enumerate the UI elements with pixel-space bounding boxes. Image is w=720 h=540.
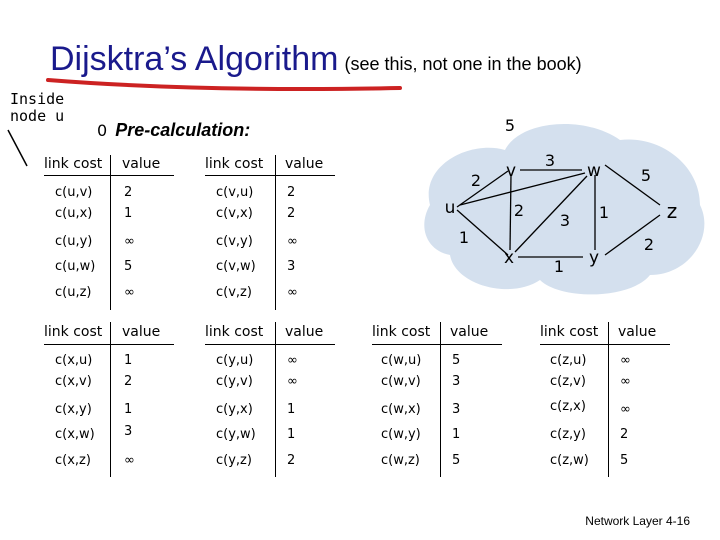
table-cell: 2 (124, 374, 133, 389)
table-cell: 5 (452, 353, 461, 368)
table-cell: c(w,z) (381, 453, 420, 468)
table-cell: c(y,w) (216, 427, 256, 442)
table-cell: 1 (287, 402, 296, 417)
table-cell: ∞ (287, 285, 298, 300)
header-value: value (122, 156, 161, 172)
column-divider (608, 322, 609, 477)
table-cell: 3 (287, 259, 296, 274)
slide-footer: Network Layer 4-16 (585, 514, 690, 528)
table-cell: 2 (287, 185, 296, 200)
edge-label-v-w: 3 (544, 151, 556, 170)
header-link-cost: link cost (44, 156, 103, 172)
table-cell: c(w,y) (381, 427, 421, 442)
header-link-cost: link cost (205, 156, 264, 172)
header-rule (205, 344, 335, 345)
table-cell: 2 (287, 453, 296, 468)
header-value: value (285, 156, 324, 172)
node-y: y (588, 248, 600, 268)
header-rule (44, 344, 174, 345)
node-x: x (503, 248, 515, 268)
header-value: value (450, 324, 489, 340)
table-cell: 2 (124, 185, 133, 200)
column-divider (440, 322, 441, 477)
table-cell: 5 (452, 453, 461, 468)
table-cell: 2 (287, 206, 296, 221)
table-cell: c(v,x) (216, 206, 253, 221)
header-link-cost: link cost (205, 324, 264, 340)
table-cell: 1 (124, 402, 133, 417)
table-cell: c(y,x) (216, 402, 253, 417)
table-cell: c(x,v) (55, 374, 92, 389)
table-cell: 5 (620, 453, 629, 468)
table-cell: ∞ (620, 402, 631, 417)
edge-label-u-w: 5 (504, 116, 516, 135)
edge-label-y-z: 2 (643, 235, 655, 254)
header-link-cost: link cost (540, 324, 599, 340)
table-cell: c(v,u) (216, 185, 254, 200)
edge-label-u-v: 2 (470, 171, 482, 190)
header-value: value (618, 324, 657, 340)
table-cell: c(y,v) (216, 374, 253, 389)
table-cell: ∞ (287, 374, 298, 389)
table-cell: ∞ (620, 374, 631, 389)
table-cell: c(v,y) (216, 234, 253, 249)
table-cell: 1 (124, 206, 133, 221)
edge-label-x-y: 1 (553, 257, 565, 276)
node-u: u (444, 198, 456, 218)
table-cell: c(w,v) (381, 374, 421, 389)
table-cell: c(z,y) (550, 427, 586, 442)
column-divider (275, 322, 276, 477)
table-cell: ∞ (124, 234, 135, 249)
table-cell: c(x,u) (55, 353, 93, 368)
header-rule (44, 175, 174, 176)
inside-label-line1: Inside (10, 90, 65, 108)
table-cell: 1 (287, 427, 296, 442)
table-cell: ∞ (287, 353, 298, 368)
header-rule (372, 344, 502, 345)
column-divider (275, 155, 276, 310)
table-cell: 3 (452, 374, 461, 389)
table-cell: c(w,u) (381, 353, 422, 368)
edge-label-v-x: 2 (513, 201, 525, 220)
table-cell: c(u,v) (55, 185, 93, 200)
slide-title: Dijsktra’s Algorithm (50, 40, 339, 78)
table-cell: c(u,x) (55, 206, 93, 221)
table-cell: 3 (124, 424, 133, 439)
table-cell: 1 (124, 353, 133, 368)
table-cell: c(x,z) (55, 453, 91, 468)
table-cell: ∞ (124, 285, 135, 300)
edge-label-y-w: 1 (598, 203, 610, 222)
table-cell: 3 (452, 402, 461, 417)
table-cell: c(u,y) (55, 234, 93, 249)
column-divider (110, 155, 111, 310)
table-cell: c(z,w) (550, 453, 589, 468)
table-cell: ∞ (287, 234, 298, 249)
header-rule (540, 344, 670, 345)
edge-label-u-x: 1 (458, 228, 470, 247)
header-rule (205, 175, 335, 176)
node-w: w (587, 161, 601, 181)
table-cell: c(x,w) (55, 427, 95, 442)
header-value: value (122, 324, 161, 340)
table-cell: 1 (452, 427, 461, 442)
table-cell: c(v,w) (216, 259, 256, 274)
table-cell: 5 (124, 259, 133, 274)
table-cell: c(z,v) (550, 374, 586, 389)
edge-label-x-w: 3 (559, 211, 571, 230)
table-cell: ∞ (620, 353, 631, 368)
header-link-cost: link cost (44, 324, 103, 340)
table-cell: c(x,y) (55, 402, 92, 417)
table-cell: ∞ (124, 453, 135, 468)
header-value: value (285, 324, 324, 340)
table-cell: c(u,w) (55, 259, 96, 274)
step-label: Pre-calculation: (115, 120, 251, 140)
step-number: 0 (97, 121, 108, 140)
network-cloud (424, 124, 704, 294)
inside-label-line2: node u (10, 107, 65, 125)
table-cell: c(z,x) (550, 399, 586, 414)
node-z: z (666, 199, 678, 223)
column-divider (110, 322, 111, 477)
table-cell: 2 (620, 427, 629, 442)
slide-subtitle: (see this, not one in the book) (344, 54, 582, 74)
table-cell: c(y,u) (216, 353, 254, 368)
table-cell: c(v,z) (216, 285, 252, 300)
table-cell: c(z,u) (550, 353, 587, 368)
edge-label-w-z: 5 (640, 166, 652, 185)
header-link-cost: link cost (372, 324, 431, 340)
table-cell: c(w,x) (381, 402, 421, 417)
table-cell: c(u,z) (55, 285, 92, 300)
table-cell: c(y,z) (216, 453, 252, 468)
node-v: v (505, 161, 517, 181)
